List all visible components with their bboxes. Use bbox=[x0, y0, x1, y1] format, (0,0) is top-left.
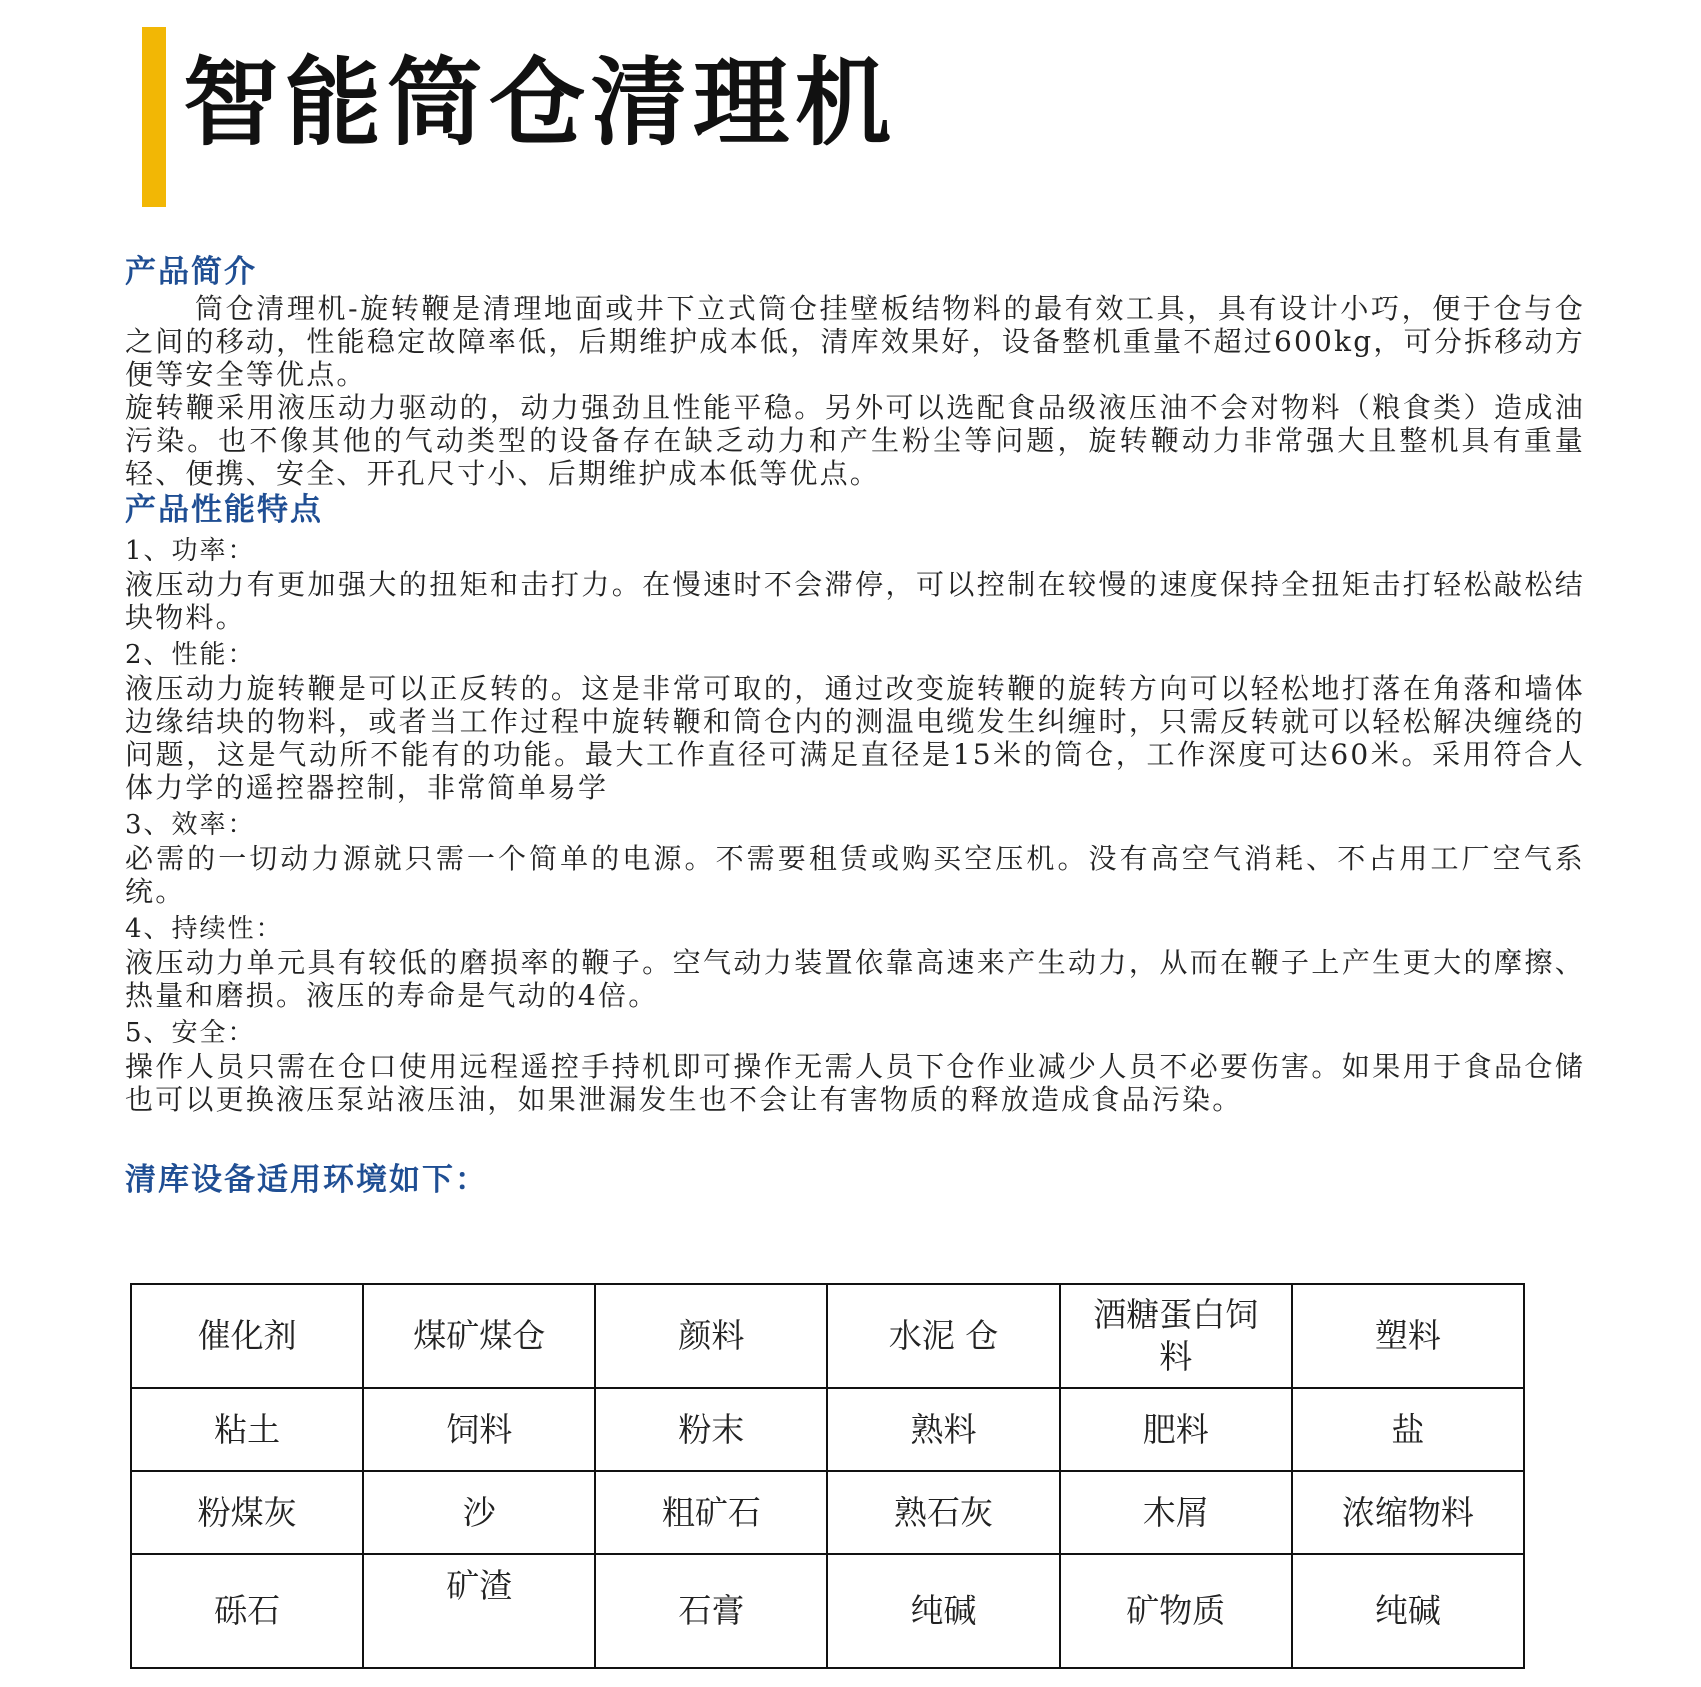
table-cell: 肥料 bbox=[1060, 1388, 1292, 1471]
feature-label-power: 1、功率： bbox=[125, 536, 256, 566]
feature-text-performance: 液压动力旋转鞭是可以正反转的。这是非常可取的，通过改变旋转鞭的旋转方向可以轻松地打落在角落和墙体边缘结块的物料，或者当工作过程中旋转鞭和筒仓内的测温电缆发生纠缠时，只需反转就可以轻松解决缠绕的问题，这是气动所不能有的功能。最大工作直径可满足直径是15米的筒仓，工作深度可达60米。采用符合人体力学的遥控器控制，非常简单易学 bbox=[125, 672, 1585, 804]
feature-text-efficiency: 必需的一切动力源就只需一个简单的电源。不需要租赁或购买空压机。没有高空气消耗、不占用工厂空气系统。 bbox=[125, 842, 1585, 908]
feature-label-durability: 4、持续性： bbox=[125, 914, 284, 944]
intro-heading: 产品简介 bbox=[125, 254, 257, 290]
table-row bbox=[131, 1284, 1524, 1388]
table-row bbox=[131, 1471, 1524, 1554]
main-content bbox=[125, 252, 1585, 1200]
table-cell: 沙 bbox=[363, 1471, 595, 1554]
table-cell: 粉煤灰 bbox=[131, 1471, 363, 1554]
table-cell: 饲料 bbox=[363, 1388, 595, 1471]
table-cell: 水泥 仓 bbox=[827, 1284, 1059, 1388]
table-cell: 矿渣 bbox=[363, 1554, 595, 1668]
intro-paragraph-1: 筒仓清理机-旋转鞭是清理地面或井下立式筒仓挂壁板结物料的最有效工具，具有设计小巧，便于仓与仓之间的移动，性能稳定故障率低，后期维护成本低，清库效果好，设备整机重量不超过600kg，可分拆移动方便等安全等优点。 bbox=[125, 292, 1585, 391]
title-accent-bar bbox=[142, 27, 166, 207]
intro-paragraph-2: 旋转鞭采用液压动力驱动的，动力强劲且性能平稳。另外可以选配食品级液压油不会对物料（粮食类）造成油污染。也不像其他的气动类型的设备存在缺乏动力和产生粉尘等问题，旋转鞭动力非常强大且整机具有重量轻、便携、安全、开孔尺寸小、后期维护成本低等优点。 bbox=[125, 391, 1585, 490]
table-cell: 粘土 bbox=[131, 1388, 363, 1471]
page-title: 智能筒仓清理机 bbox=[183, 47, 897, 159]
table-cell: 矿物质 bbox=[1060, 1554, 1292, 1668]
table-cell: 盐 bbox=[1292, 1388, 1524, 1471]
environment-heading: 清库设备适用环境如下： bbox=[125, 1162, 488, 1198]
feature-text-power: 液压动力有更加强大的扭矩和击打力。在慢速时不会滞停，可以控制在较慢的速度保持全扭矩击打轻松敲松结块物料。 bbox=[125, 568, 1585, 634]
feature-label-performance: 2、性能： bbox=[125, 640, 256, 670]
table-cell: 煤矿煤仓 bbox=[363, 1284, 595, 1388]
table-cell: 纯碱 bbox=[1292, 1554, 1524, 1668]
table-cell: 酒糖蛋白饲料 bbox=[1060, 1284, 1292, 1388]
table-cell: 纯碱 bbox=[827, 1554, 1059, 1668]
table-cell: 浓缩物料 bbox=[1292, 1471, 1524, 1554]
table-row bbox=[131, 1388, 1524, 1471]
feature-label-efficiency: 3、效率： bbox=[125, 810, 256, 840]
table-cell: 熟料 bbox=[827, 1388, 1059, 1471]
table-cell: 熟石灰 bbox=[827, 1471, 1059, 1554]
table-cell: 砾石 bbox=[131, 1554, 363, 1668]
table-cell: 粗矿石 bbox=[595, 1471, 827, 1554]
table-cell: 催化剂 bbox=[131, 1284, 363, 1388]
features-heading: 产品性能特点 bbox=[125, 492, 323, 528]
feature-label-safety: 5、安全： bbox=[125, 1018, 256, 1048]
table-cell: 塑料 bbox=[1292, 1284, 1524, 1388]
feature-text-durability: 液压动力单元具有较低的磨损率的鞭子。空气动力装置依靠高速来产生动力，从而在鞭子上产生更大的摩擦、热量和磨损。液压的寿命是气动的4倍。 bbox=[125, 946, 1585, 1012]
environment-table bbox=[130, 1283, 1525, 1669]
table-cell: 粉末 bbox=[595, 1388, 827, 1471]
table-cell: 石膏 bbox=[595, 1554, 827, 1668]
table-cell: 颜料 bbox=[595, 1284, 827, 1388]
table-row bbox=[131, 1554, 1524, 1668]
feature-text-safety: 操作人员只需在仓口使用远程遥控手持机即可操作无需人员下仓作业减少人员不必要伤害。如果用于食品仓储也可以更换液压泵站液压油，如果泄漏发生也不会让有害物质的释放造成食品污染。 bbox=[125, 1050, 1585, 1116]
table-cell: 木屑 bbox=[1060, 1471, 1292, 1554]
